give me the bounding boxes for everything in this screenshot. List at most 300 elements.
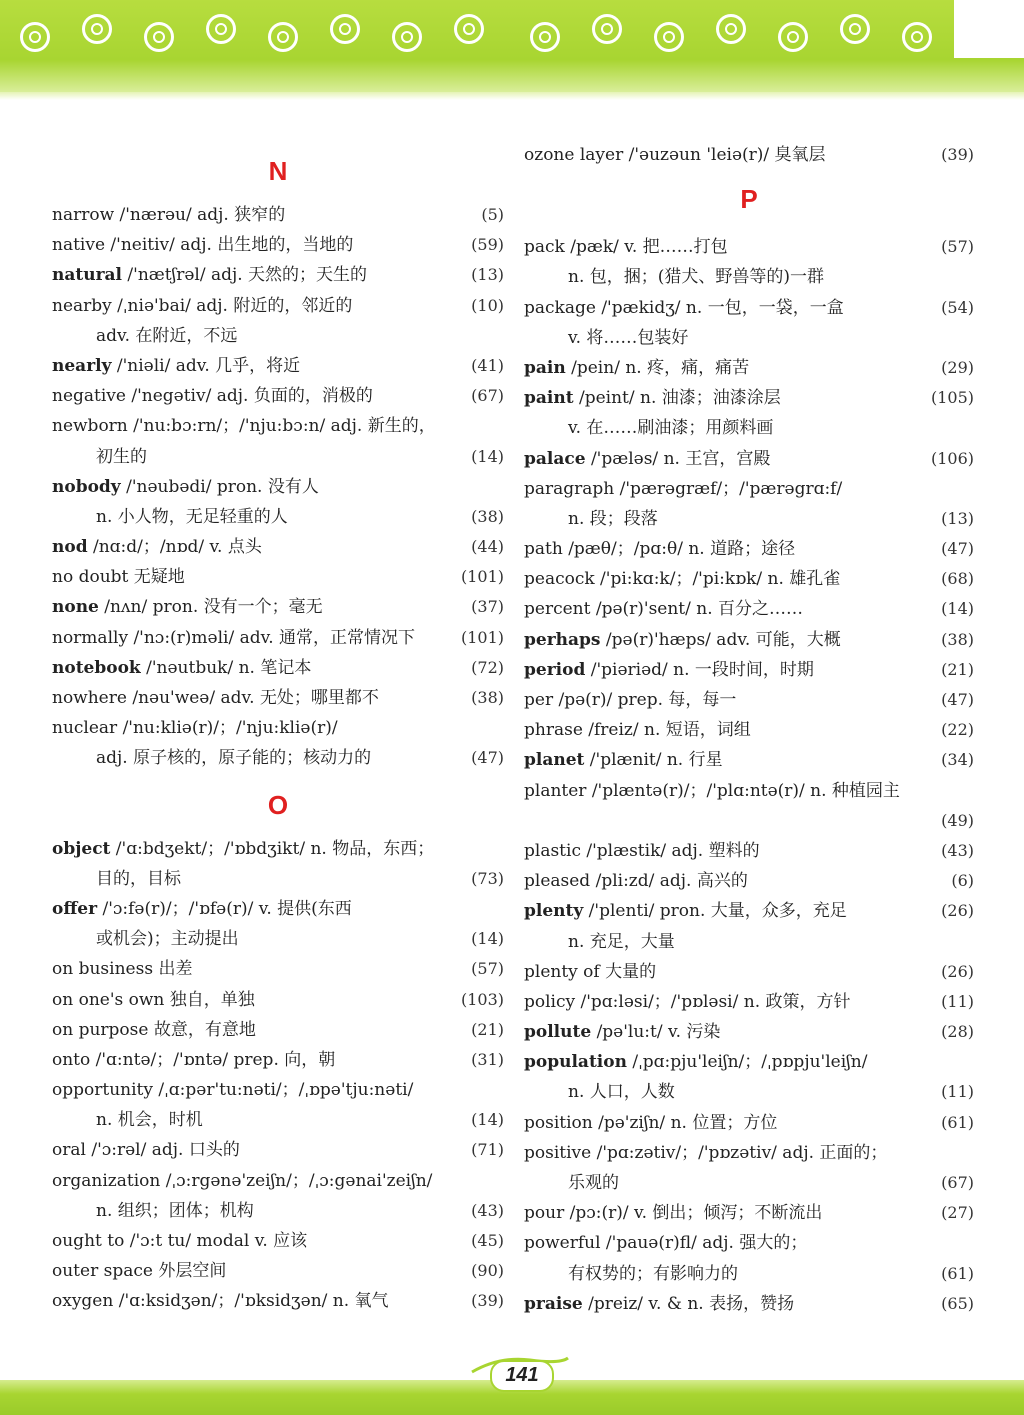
definition-text: n. 组织；团体；机构: [96, 1200, 254, 1221]
definition-text: phrase /freiz/ n. 短语，词组: [524, 720, 751, 741]
entry-line: [524, 957, 974, 987]
glossary-entry: [524, 1198, 974, 1228]
glossary-entry: [524, 564, 974, 594]
page-reference: (10): [471, 295, 504, 315]
page-reference: (26): [941, 961, 974, 981]
entry-line: [52, 562, 504, 592]
entry-text: [52, 1286, 389, 1316]
page-reference: (38): [471, 688, 504, 707]
entry-text: [568, 262, 824, 292]
page-reference: (21): [941, 659, 974, 679]
page-reference: (106): [930, 448, 974, 468]
entry-text: [96, 1196, 254, 1226]
definition-text: n. 充足，大量: [568, 931, 675, 952]
definition-text: n. 小人物，无足轻重的人: [96, 506, 288, 527]
circle-decoration: [330, 14, 360, 44]
entry-line: [52, 894, 504, 924]
glossary-entry: [52, 562, 504, 592]
page-reference: (14): [941, 599, 974, 619]
entry-line: [524, 625, 974, 655]
entry-line: [52, 291, 504, 321]
page-reference: (71): [471, 1140, 504, 1160]
definition-text: /pə'lu:t/ v. 污染: [591, 1022, 721, 1043]
entry-line: [524, 866, 974, 896]
definition-text: path /pæθ/；/pɑ:θ/ n. 道路；途径: [524, 539, 796, 560]
glossary-entry: [524, 987, 974, 1017]
entry-continuation-line: [524, 927, 974, 957]
page-reference: (31): [471, 1049, 504, 1069]
entry-line: [52, 230, 504, 260]
definition-text: on business 出差: [52, 959, 193, 980]
entry-text: [52, 713, 338, 743]
entry-text: [96, 321, 237, 351]
entry-text: [52, 623, 415, 653]
page-reference: (61): [941, 1112, 974, 1132]
entry-text: [96, 1105, 203, 1135]
entry-text: [52, 1075, 413, 1105]
headword: nearly: [52, 355, 112, 376]
glossary-entry: [524, 293, 974, 353]
glossary-entry: [52, 954, 504, 984]
entry-line: [524, 685, 974, 715]
glossary-entry: [524, 776, 974, 836]
definition-text: positive /'pɑ:zətiv/；/'pɒzətiv/ adj. 正面的；: [524, 1142, 888, 1163]
definition-text: /peint/ n. 油漆；油漆涂层: [573, 388, 781, 409]
definition-text: policy /'pɑ:ləsi/；/'pɒləsi/ n. 政策，方针: [524, 991, 851, 1012]
page-reference: (22): [941, 720, 974, 740]
page-reference: (26): [941, 901, 974, 921]
definition-text: no doubt 无疑地: [52, 567, 185, 588]
page-reference: (14): [471, 929, 504, 949]
entry-line: [524, 1017, 974, 1047]
entry-text: [524, 715, 751, 745]
definition-text: pack /pæk/ v. 把……打包: [524, 237, 728, 258]
entry-text: [96, 924, 239, 954]
section-letter-n: N: [268, 156, 288, 186]
definition-text: on one's own 独自，单独: [52, 989, 255, 1010]
circle-decoration: [778, 22, 808, 52]
entry-continuation-line: [52, 1105, 504, 1135]
definition-text: onto /'ɑ:ntə/；/'ɒntə/ prep. 向，朝: [52, 1049, 336, 1070]
entry-text: [524, 1198, 822, 1228]
definition-text: 乐观的: [568, 1173, 619, 1193]
entry-line: [52, 713, 504, 743]
entry-text: [52, 291, 352, 321]
entry-text: [524, 232, 728, 262]
glossary-entry: [524, 1017, 974, 1047]
page-reference: (14): [471, 1110, 504, 1130]
page-reference: (13): [941, 508, 974, 528]
entry-line: [524, 1228, 974, 1258]
definition-text: percent /pə(r)'sent/ n. 百分之……: [524, 599, 804, 620]
entry-line: [524, 655, 974, 685]
entry-text: [52, 260, 367, 290]
definition-text: /preiz/ v. & n. 表扬，赞扬: [582, 1293, 795, 1314]
glossary-entry: [52, 1075, 504, 1135]
page-reference: (11): [941, 991, 974, 1011]
definition-text: position /pə'ziʃn/ n. 位置；方位: [524, 1112, 778, 1133]
entry-text: [568, 1259, 738, 1289]
headword: plenty: [524, 901, 584, 922]
definition-text: negative /'negətiv/ adj. 负面的，消极的: [52, 386, 373, 407]
glossary-entry: [52, 230, 504, 260]
page-reference: (43): [941, 840, 974, 860]
circle-decoration: [902, 22, 932, 52]
definition-text: oral /'ɔ:rəl/ adj. 口头的: [52, 1140, 240, 1161]
page-reference: (21): [471, 1019, 504, 1039]
entry-text: [524, 957, 656, 987]
page-reference: (37): [471, 597, 504, 617]
glossary-entry: [524, 232, 974, 292]
glossary-entry: [524, 1289, 974, 1319]
page-reference: (6): [951, 871, 974, 891]
entry-line: [524, 987, 974, 1017]
entry-line: [524, 293, 974, 323]
entry-text: [524, 1017, 720, 1047]
entry-continuation-line: [524, 1259, 974, 1289]
entry-line: [524, 776, 974, 806]
definition-text: outer space 外层空间: [52, 1261, 227, 1282]
entry-text: [524, 836, 760, 866]
glossary-entry: [52, 260, 504, 290]
entry-line: [52, 954, 504, 984]
entry-text: [96, 743, 371, 773]
glossary-entry: [524, 444, 974, 474]
headword: pollute: [524, 1022, 592, 1043]
entry-text: [524, 685, 736, 715]
definition-text: n. 段；段落: [568, 508, 658, 529]
entry-text: [52, 592, 323, 622]
entry-text: [524, 353, 749, 383]
entry-line: [52, 653, 504, 683]
entry-continuation-line: [52, 321, 504, 351]
definition-text: organization /ˌɔ:rgənə'zeiʃn/；/ˌɔ:gənai'zeiʃn/: [52, 1170, 433, 1191]
entry-line: [52, 1075, 504, 1105]
entry-line: [524, 564, 974, 594]
entry-line: [524, 232, 974, 262]
definition-text: nuclear /'nu:kliə(r)/；/'nju:kliə(r)/: [52, 718, 338, 739]
entry-text: [96, 442, 147, 472]
glossary-entry: [524, 957, 974, 987]
entry-continuation-line: [524, 806, 974, 836]
page-reference: (45): [471, 1231, 504, 1250]
glossary-entry: [52, 1256, 504, 1286]
entry-text: [524, 1047, 867, 1077]
entry-text: [524, 896, 847, 926]
headword: paint: [524, 388, 574, 409]
entry-line: [52, 985, 504, 1015]
glossary-entry: [524, 1047, 974, 1107]
glossary-entry: [524, 685, 974, 715]
entry-line: [52, 1256, 504, 1286]
definition-text: /'pæləs/ n. 王宫，宫殿: [585, 448, 771, 469]
entry-text: [52, 472, 319, 502]
entry-text: [52, 532, 262, 562]
circle-decoration: [530, 22, 560, 52]
circle-decoration: [840, 14, 870, 44]
entry-line: [524, 745, 974, 775]
definition-text: /'nəutbuk/ n. 笔记本: [140, 657, 312, 678]
page-reference: (34): [941, 750, 974, 770]
entry-text: [568, 504, 658, 534]
glossary-entry: [52, 1135, 504, 1165]
definition-text: on purpose 故意，有意地: [52, 1019, 256, 1040]
entry-line: [524, 353, 974, 383]
page-reference: (57): [941, 237, 974, 257]
definition-text: peacock /'pi:kɑ:k/；/'pi:kɒk/ n. 雄孔雀: [524, 569, 841, 590]
definition-text: plenty of 大量的: [524, 961, 657, 982]
entry-line: [524, 140, 974, 170]
circle-decoration: [716, 14, 746, 44]
entry-text: [524, 293, 844, 323]
entry-text: [52, 562, 185, 592]
page-reference: (65): [941, 1293, 974, 1313]
glossary-entry: [524, 383, 974, 443]
definition-text: /'ɑ:bdʒekt/；/'ɒbdʒikt/ n. 物品，东西；: [110, 838, 435, 859]
headword: palace: [524, 448, 586, 469]
entry-line: [52, 1226, 504, 1256]
definition-text: newborn /'nu:bɔ:rn/；/'nju:bɔ:n/ adj. 新生的，: [52, 416, 436, 437]
entry-line: [524, 444, 974, 474]
glossary-entry: [524, 140, 974, 170]
entry-line: [52, 1166, 504, 1196]
definition-text: /pein/ n. 疼，痛，痛苦: [565, 357, 750, 378]
entry-text: [52, 834, 434, 864]
definition-text: 目的，目标: [96, 868, 181, 889]
headword: natural: [52, 265, 123, 286]
page-reference: (103): [460, 989, 504, 1009]
glossary-entry: [524, 1138, 974, 1198]
entry-continuation-line: [52, 1196, 504, 1226]
definition-text: n. 机会，时机: [96, 1110, 203, 1131]
entry-line: [52, 200, 504, 230]
entry-line: [524, 1198, 974, 1228]
page-reference: (57): [471, 959, 504, 979]
glossary-entry: [52, 1226, 504, 1256]
page-reference: (73): [471, 868, 504, 888]
glossary-entry: [524, 1228, 974, 1288]
entry-continuation-line: [524, 413, 974, 443]
entry-line: [52, 1135, 504, 1165]
circle-decoration: [268, 22, 298, 52]
page-number: 141: [490, 1360, 554, 1392]
definition-text: powerful /'pauə(r)fl/ adj. 强大的；: [524, 1233, 808, 1254]
glossary-entry: [52, 351, 504, 381]
entry-line: [524, 836, 974, 866]
page-reference: (67): [941, 1173, 974, 1192]
entry-text: [52, 411, 436, 441]
entry-list-o: [52, 834, 504, 1317]
left-column: [52, 140, 504, 1317]
entry-line: [524, 1047, 974, 1077]
entry-text: [96, 502, 288, 532]
entry-line: [52, 351, 504, 381]
entry-line: [52, 532, 504, 562]
entry-continuation-line: [524, 504, 974, 534]
page-reference: (47): [941, 690, 974, 709]
page-reference: (90): [471, 1261, 504, 1281]
glossary-entry: [524, 866, 974, 896]
entry-line: [52, 411, 504, 441]
definition-text: planter /'plæntə(r)/；/'plɑ:ntə(r)/ n. 种植园主: [524, 780, 900, 801]
definition-text: per /pə(r)/ prep. 每，每一: [524, 690, 737, 710]
top-divider: [0, 92, 1024, 100]
page-reference: (13): [471, 265, 504, 285]
circle-decoration: [206, 14, 236, 44]
right-column: [524, 140, 974, 1319]
entry-text: [524, 1108, 777, 1138]
entry-line: [52, 834, 504, 864]
definition-text: n. 包，捆；(猎犬、野兽等的)一群: [568, 267, 825, 288]
entry-text: [524, 444, 770, 474]
page-reference: (101): [460, 627, 504, 647]
definition-text: nowhere /nəu'weə/ adv. 无处；哪里都不: [52, 688, 379, 708]
entry-continuation-line: [524, 323, 974, 353]
glossary-entry: [524, 655, 974, 685]
entry-line: [52, 1015, 504, 1045]
page-reference: (38): [471, 506, 504, 526]
definition-text: /'niəli/ adv. 几乎，将近: [111, 355, 301, 376]
entry-continuation-line: [524, 1077, 974, 1107]
definition-text: /'plenti/ pron. 大量，众多，充足: [583, 901, 847, 922]
entry-line: [524, 1138, 974, 1168]
headword: object: [52, 838, 111, 859]
entry-continuation-line: [524, 1168, 974, 1198]
page-reference: (72): [471, 657, 504, 677]
circle-decoration: [454, 14, 484, 44]
entry-list-n: [52, 200, 504, 774]
headword: notebook: [52, 657, 141, 678]
glossary-entry: [52, 472, 504, 532]
entry-line: [52, 260, 504, 290]
glossary-entry: [52, 1015, 504, 1045]
page-reference: (41): [471, 355, 504, 375]
entry-text: [568, 413, 773, 443]
entry-line: [52, 592, 504, 622]
entry-text: [524, 987, 851, 1017]
definition-text: adj. 原子核的，原子能的；核动力的: [96, 748, 372, 769]
definition-text: oxygen /'ɑ:ksidʒən/；/'ɒksidʒən/ n. 氧气: [52, 1291, 389, 1312]
definition-text: /'nætʃrəl/ adj. 天然的；天生的: [122, 265, 368, 286]
headword: nobody: [52, 476, 121, 497]
entry-line: [52, 623, 504, 653]
definition-text: 或机会)；主动提出: [96, 929, 239, 950]
decorative-circles: [10, 8, 950, 68]
page-reference: (39): [471, 1291, 504, 1311]
definition-text: /pə(r)'hæps/ adv. 可能，大概: [600, 629, 841, 650]
entry-text: [568, 1077, 675, 1107]
entry-line: [524, 715, 974, 745]
entry-line: [52, 1045, 504, 1075]
entry-text: [524, 866, 748, 896]
entry-continuation-line: [52, 743, 504, 773]
glossary-entry: [52, 411, 504, 471]
definition-text: plastic /'plæstik/ adj. 塑料的: [524, 840, 760, 861]
entry-line: [524, 383, 974, 413]
entry-text: [52, 381, 373, 411]
definition-text: /'ɔ:fə(r)/；/'ɒfə(r)/ v. 提供(东西: [97, 898, 352, 919]
circle-decoration: [82, 14, 112, 44]
entry-text: [96, 864, 181, 894]
definition-text: narrow /'nærəu/ adj. 狭窄的: [52, 205, 286, 225]
headword: praise: [524, 1293, 583, 1314]
entry-text: [52, 1045, 335, 1075]
entry-text: [524, 564, 840, 594]
headword: perhaps: [524, 629, 601, 650]
glossary-entry: [52, 592, 504, 622]
entry-list-p: [524, 232, 974, 1319]
entry-line: [524, 534, 974, 564]
headword: none: [52, 597, 99, 618]
entry-text: [524, 625, 841, 655]
entry-text: [524, 1289, 794, 1319]
definition-text: native /'neitiv/ adj. 出生地的，当地的: [52, 235, 354, 256]
entry-text: [524, 776, 900, 806]
section-o: [52, 774, 504, 1317]
page-reference: (47): [941, 539, 974, 559]
corner-blank: [954, 0, 1024, 58]
entry-text: [52, 985, 255, 1015]
definition-text: v. 将……包装好: [568, 327, 689, 348]
section-n: [52, 140, 504, 774]
page-reference: (67): [471, 386, 504, 406]
glossary-entry: [52, 713, 504, 773]
section-letter-o: O: [267, 789, 289, 820]
definition-text: pour /pɔ:(r)/ v. 倒出；倾泻；不断流出: [524, 1203, 823, 1224]
entry-text: [524, 745, 723, 775]
page-reference: (39): [941, 145, 974, 164]
entry-line: [52, 381, 504, 411]
definition-text: adv. 在附近，不远: [96, 325, 238, 346]
glossary-entry: [52, 623, 504, 653]
glossary-entry: [524, 896, 974, 956]
entry-text: [52, 1256, 226, 1286]
page-reference: (38): [941, 629, 974, 649]
headword: planet: [524, 750, 585, 771]
entry-text: [524, 534, 795, 564]
entry-line: [52, 1286, 504, 1316]
entry-line: [524, 896, 974, 926]
glossary-entry: [524, 745, 974, 775]
circle-decoration: [654, 22, 684, 52]
entry-text: [52, 683, 379, 713]
definition-text: opportunity /ˌɑ:pər'tu:nəti/；/ˌɒpə'tju:nəti/: [52, 1080, 414, 1101]
entry-list-right-top: [524, 140, 974, 170]
headword: offer: [52, 898, 98, 919]
glossary-entry: [524, 1108, 974, 1138]
page-number-badge: [470, 1352, 570, 1388]
entry-text: [52, 1226, 307, 1256]
glossary-entry: [52, 200, 504, 230]
entry-text: [524, 474, 842, 504]
definition-text: /nʌn/ pron. 没有一个；毫无: [98, 597, 323, 618]
glossary-entry: [524, 836, 974, 866]
glossary-entry: [524, 353, 974, 383]
headword: population: [524, 1052, 627, 1073]
glossary-entry: [52, 1286, 504, 1316]
page-reference: (5): [481, 205, 504, 224]
top-decorative-band: [0, 0, 1024, 92]
glossary-entry: [524, 594, 974, 624]
glossary-entry: [52, 532, 504, 562]
page-reference: (68): [941, 569, 974, 589]
entry-text: [524, 655, 814, 685]
glossary-entry: [52, 1166, 504, 1226]
definition-text: /'nəubədi/ pron. 没有人: [120, 476, 319, 497]
page-reference: (47): [471, 748, 504, 768]
definition-text: nearby /ˌniə'bai/ adj. 附近的，邻近的: [52, 295, 353, 316]
entry-text: [524, 383, 781, 413]
